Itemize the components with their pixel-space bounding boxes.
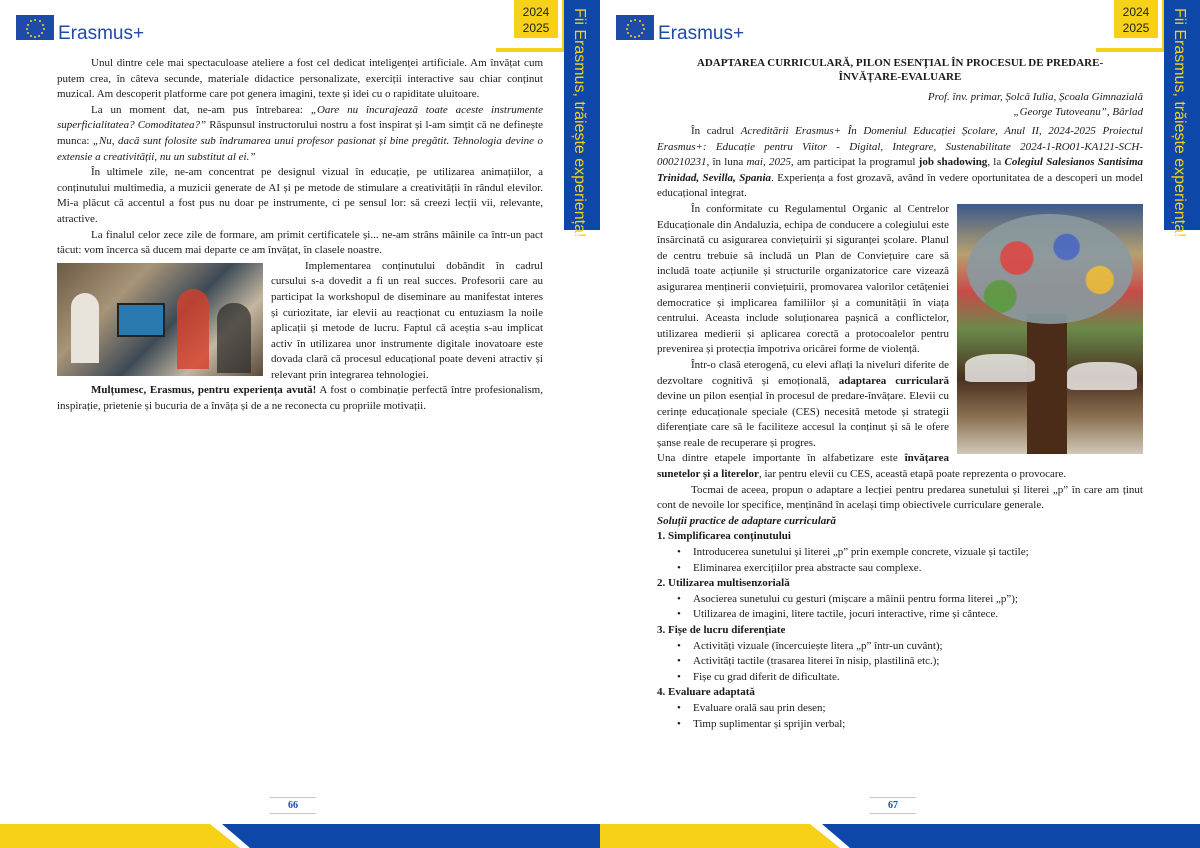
- section-heading: 1. Simplificarea conținutului: [657, 530, 791, 543]
- solutions-heading: Soluții practice de adaptare curriculară: [657, 514, 837, 527]
- footer-blue-stripe: [822, 824, 1200, 848]
- paragraph: La un moment dat, ne-am pus întrebarea: „Oare nu încurajează toate aceste instrumente superficialitatea? Comoditatea?” Răspunsul instructorului nostru a fost inspirat și l-am simțit că ne definește munca: „Nu, dacă sunt folosite sub îndrumarea unui profesor pasionat și bine pregătit. Tehnologia devine o extensie a creativității, nu un substitut al ei.”: [57, 103, 543, 163]
- paragraph: Implementarea conținutului dobândit în cadrul cursului s-a dovedit a fi un real succes. Profesorii care au participat la workshopul de diseminare au manifestat interes și curiozitate, iar elevii au reacționat cu entuziasm la noile aplicații și metode de lucru. Faptul că aceștia s-au implicat activ în utilizarea unor instrumente digitale inovatoare este dovada clară că procesul educațional poate deveni atractiv și relevant prin integrarea tehnologiei.: [271, 259, 543, 381]
- paragraph: În ultimele zile, ne-am concentrat pe designul vizual în educație, pe utilizarea animațiilor, a conținutului multimedia, a muzicii generate de AI și pe metode de stimulare a creativității în rândul elevilor. Mi-a plăcut că accentul a fost pus nu doar pe instrumente, ci pe sensul lor: să creezi lecții vii, relevante, atractive.: [57, 166, 543, 225]
- page-67: [600, 0, 1200, 848]
- list-item: • Evaluare orală sau prin desen;: [693, 701, 1143, 717]
- erasmus-logo: [616, 15, 745, 44]
- paragraph: La finalul celor zece zile de formare, am primit certificatele și... ne-am strâns mâinile ca într-un pact tăcut: vom încerca să ducem mai departe ce am învățat, în clasele noastre.: [57, 228, 543, 257]
- eu-flag-icon: [616, 15, 654, 40]
- brand-name: Erasmus+: [58, 23, 145, 44]
- paragraph: În cadrul Acreditării Erasmus+ În Domeniul Educației Școlare, Anul II, 2024-2025 Proiectul Erasmus+: Educație pentru Viitor - Digital, Integrare, Sustenabilitate 2024-1-RO01-KA121-SCH-000210231, în luna mai, 2025, am participat la programul job shadowing, la Colegiul Salesianos Santisima Trinidad, Sevilla, Spania. Experiența a fost grozavă, având în vedere oportunitatea de a descoperi un model educațional integrat.: [657, 125, 1144, 200]
- list-item: • Activități vizuale (încercuiește litera „p” într-un cuvânt);: [693, 639, 1143, 655]
- page-number: 67: [870, 797, 916, 814]
- side-band: [564, 0, 600, 238]
- classroom-photo: [57, 263, 263, 376]
- year-box: [496, 0, 566, 52]
- section-heading: 3. Fișe de lucru diferențiate: [657, 624, 786, 636]
- year-end: 2025: [1122, 21, 1150, 35]
- list-item: • Asocierea sunetului cu gesturi (mișcare a mâinii pentru forma literei „p”);: [693, 592, 1143, 608]
- erasmus-logo: [16, 15, 145, 44]
- article-title: ADAPTAREA CURRICULARĂ, PILON ESENȚIAL ÎN PROCESUL DE PREDARE-ÎNVĂȚARE-EVALUARE: [696, 57, 1104, 83]
- butterfly-tree-photo: [957, 204, 1143, 454]
- paragraph: În conformitate cu Regulamentul Organic al Centrelor Educaționale din Andaluzia, echipa de conducere a colegiului este însărcinată cu asigurarea conviețuirii și siguranței școlare. Planul de centru trebuie să includă un Plan de Conviețuire care să includă toate acțiunile și structurile organizatorice care vizează asigurarea menținerii conviețuirii, promovarea valorilor cetățeniei democratice și implicarea familiilor și a comunității în viața centrului. Aceasta include soluționarea pașnică a conflictelor, utilizarea medierii și aplicarea corectă a protocoalelor pentru prevenirea și protecția împotriva oricărei forme de violență.: [657, 202, 949, 356]
- section-heading: 2. Utilizarea multisenzorială: [657, 577, 790, 590]
- section: [657, 623, 1143, 685]
- paragraph: Tocmai de aceea, propun o adaptare a lecției pentru predarea sunetului și literei „p” în care am ținut cont de nevoile lor specifice, menținând în același timp obiectivele curriculare generale.: [657, 483, 1143, 512]
- list-item: • Introducerea sunetului și literei „p” prin exemple concrete, vizuale și tactile;: [693, 545, 1143, 561]
- eu-flag-icon: [16, 15, 54, 40]
- section: [657, 685, 1143, 732]
- year-start: 2024: [522, 5, 550, 19]
- list-item: • Activități tactile (trasarea literei în nisip, plastilină etc.);: [693, 654, 1143, 670]
- side-motto: Fii Erasmus, trăiește experiența!: [1171, 8, 1188, 238]
- section-heading: 4. Evaluare adaptată: [657, 686, 755, 699]
- list-item: • Eliminarea exercițiilor prea abstracte sau complexe.: [693, 561, 1143, 577]
- list-item: • Timp suplimentar și sprijin verbal;: [693, 717, 1143, 733]
- list-item: • Fișe cu grad diferit de dificultate.: [693, 670, 1143, 686]
- list-item: • Utilizarea de imagini, litere tactile, jocuri interactive, rime și cântece.: [693, 607, 1143, 623]
- year-start: 2024: [1122, 5, 1150, 19]
- footer-blue-stripe: [222, 824, 600, 848]
- right-body: [657, 56, 1143, 732]
- footer-yellow-stripe: [0, 824, 240, 848]
- paragraph: Una dintre etapele importante în alfabetizare este învățarea sunetelor și a literelor, iar pentru elevii cu CES, această etapă poate reprezenta o provocare.: [657, 452, 1067, 481]
- page-number: 66: [270, 797, 316, 814]
- author-line-2: „George Tutoveanu”, Bârlad: [1013, 106, 1143, 118]
- left-body: [57, 56, 543, 415]
- paragraph: Într-o clasă eterogenă, cu elevi aflați la niveluri diferite de dezvoltare cognitivă și emoțională, adaptarea curriculară devine un pilon esențial în procesul de predare-învățare. Elevii cu cerințe educaționale speciale (CES) necesită metode și strategii diferențiate care să le faciliteze accesul la conținut și să le ofere șanse reale de recuperare și progres.: [657, 358, 949, 449]
- section: [657, 529, 1143, 576]
- brand-name: Erasmus+: [658, 23, 745, 44]
- year-end: 2025: [522, 21, 550, 35]
- author-line-1: Prof. înv. primar, Șolcă Iulia, Școala Gimnazială: [927, 91, 1143, 103]
- footer-yellow-stripe: [600, 824, 840, 848]
- side-band: [1164, 0, 1200, 238]
- side-motto: Fii Erasmus, trăiește experiența!: [571, 8, 588, 238]
- paragraph: Unul dintre cele mai spectaculoase ateliere a fost cel dedicat inteligenței artificiale. Am învățat cum putem crea, în câteva secunde, materiale didactice personalizate, exerciții interactive sau chiar conținut muzical. Am descoperit platforme care pot genera imagini, texte și idei cu o rapiditate uluitoare.: [57, 57, 543, 101]
- paragraph: Mulțumesc, Erasmus, pentru experiența avută! A fost o combinație perfectă între profesionalism, inspirație, prietenie și bucuria de a învăța și de a ne reconecta cu propriile motivații.: [57, 384, 543, 413]
- section: [657, 576, 1143, 623]
- year-box: [1096, 0, 1166, 52]
